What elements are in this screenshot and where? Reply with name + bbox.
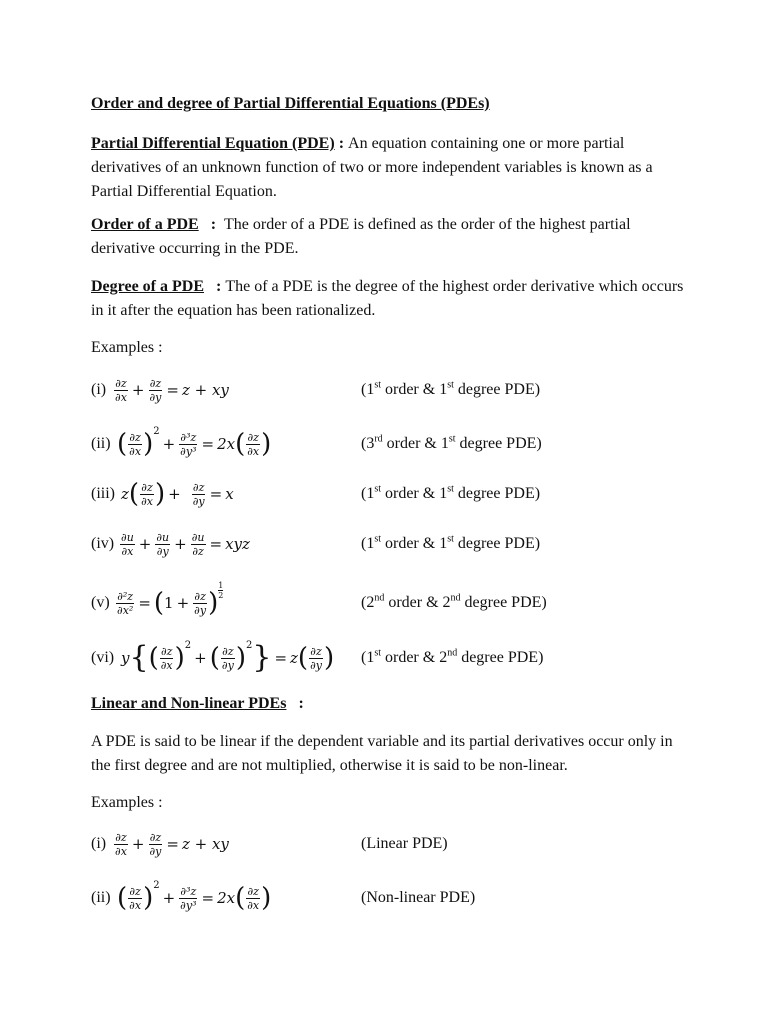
linear-definition: A PDE is said to be linear if the dependent variable and its partial derivatives occur only in the first degree and are not multiplied, otherwise it is said to be non-linear. xyxy=(91,733,673,774)
page-title: Order and degree of Partial Differential Equations (PDEs) xyxy=(91,95,490,112)
equation: $\frac{\text{∂²z}}{\text{∂x²}}$ = ( 1 + $\frac{\partial z}{\partial y}$ ) $\frac{1}{2}$ xyxy=(117,580,224,618)
fraction: $\frac{\partial z}{\partial y}$ xyxy=(149,376,162,404)
pde-definition xyxy=(91,132,691,204)
example-number: (ii) xyxy=(91,889,111,906)
examples-label: Examples : xyxy=(91,339,163,356)
example-number: (vi) xyxy=(91,649,115,666)
order-term: Order of a PDE xyxy=(91,216,199,233)
fraction: $\frac{\partial z}{\partial x}$ xyxy=(115,376,127,404)
example-row xyxy=(91,822,711,866)
degree-text: The of a PDE is the degree of the highest order derivative which occurs in it after the equation has been rationalized. xyxy=(91,278,684,319)
linear-sep: : xyxy=(286,695,304,712)
example-note: (1st order & 1st degree PDE) xyxy=(361,379,541,398)
example-row xyxy=(91,522,711,566)
example-number: (i) xyxy=(91,835,107,852)
example-note: (2nd order & 2nd degree PDE) xyxy=(361,592,547,611)
order-definition xyxy=(91,213,691,261)
order-text: The order of a PDE is defined as the order of the highest partial derivative occurring in the PDE. xyxy=(91,216,631,257)
pde-sep: : xyxy=(334,135,349,152)
example-number: (iii) xyxy=(91,485,115,502)
example-note: (Linear PDE) xyxy=(361,835,448,852)
equation: $\frac{\partial z}{\partial x}$ + $\frac{\partial z}{\partial y}$ = z + xy xyxy=(115,376,229,404)
example-row xyxy=(91,422,711,466)
example-note: (3rd order & 1st degree PDE) xyxy=(361,433,542,452)
degree-sep: : xyxy=(204,278,226,295)
pde-text: An equation containing one or more partial derivatives of an unknown function of two or more independent variables is known as a Partial Differential Equation. xyxy=(91,135,653,200)
example-number: (v) xyxy=(91,594,110,611)
examples-label-2: Examples : xyxy=(91,794,163,811)
pde-term: Partial Differential Equation (PDE) xyxy=(91,135,335,152)
example-row xyxy=(91,581,711,625)
equation: y { ( $\frac{\partial z}{\partial x}$ ) 2 + ( $\frac{\partial z}{\partial y}$ ) 2 } = z ( $\frac{\partial z}{\partial y}$ ) xyxy=(121,640,335,675)
example-number: (iv) xyxy=(91,535,115,552)
example-number: (i) xyxy=(91,381,107,398)
example-row xyxy=(91,368,711,412)
example-number: (ii) xyxy=(91,435,111,452)
example-row xyxy=(91,472,711,516)
example-note: (Non-linear PDE) xyxy=(361,889,476,906)
order-sep: : xyxy=(198,216,225,233)
example-row xyxy=(91,876,711,920)
example-note: (1st order & 1st degree PDE) xyxy=(361,483,541,502)
equation: ( $\frac{\partial z}{\partial x}$ ) 2 + $\frac{\text{∂³z}}{\text{∂y³}}$ = 2x ( $\frac{\partial z}{\partial x}$ ) xyxy=(117,426,272,459)
linear-term: Linear and Non-linear PDEs xyxy=(91,695,287,712)
example-note: (1st order & 1st degree PDE) xyxy=(361,533,541,552)
degree-definition xyxy=(91,275,691,323)
equation: $\frac{\partial z}{\partial x}$ + $\frac{\partial z}{\partial y}$ = z + xy xyxy=(115,830,229,858)
equation: ( $\frac{\partial z}{\partial x}$ ) 2 + $\frac{\text{∂³z}}{\text{∂y³}}$ = 2x ( $\frac{\partial z}{\partial x}$ ) xyxy=(117,880,272,913)
example-row xyxy=(91,636,711,680)
degree-term: Degree of a PDE xyxy=(91,278,204,295)
equation: z ( $\frac{\partial z}{\partial x}$ ) + $\frac{\partial z}{\partial y}$ = x xyxy=(121,479,234,509)
equation: $\frac{\partial u}{\partial x}$ + $\frac{\partial u}{\partial y}$ + $\frac{\partial u}{\partial z}$ = xyz xyxy=(121,530,250,558)
example-note: (1st order & 2nd degree PDE) xyxy=(361,647,544,666)
linear-heading xyxy=(91,692,691,716)
